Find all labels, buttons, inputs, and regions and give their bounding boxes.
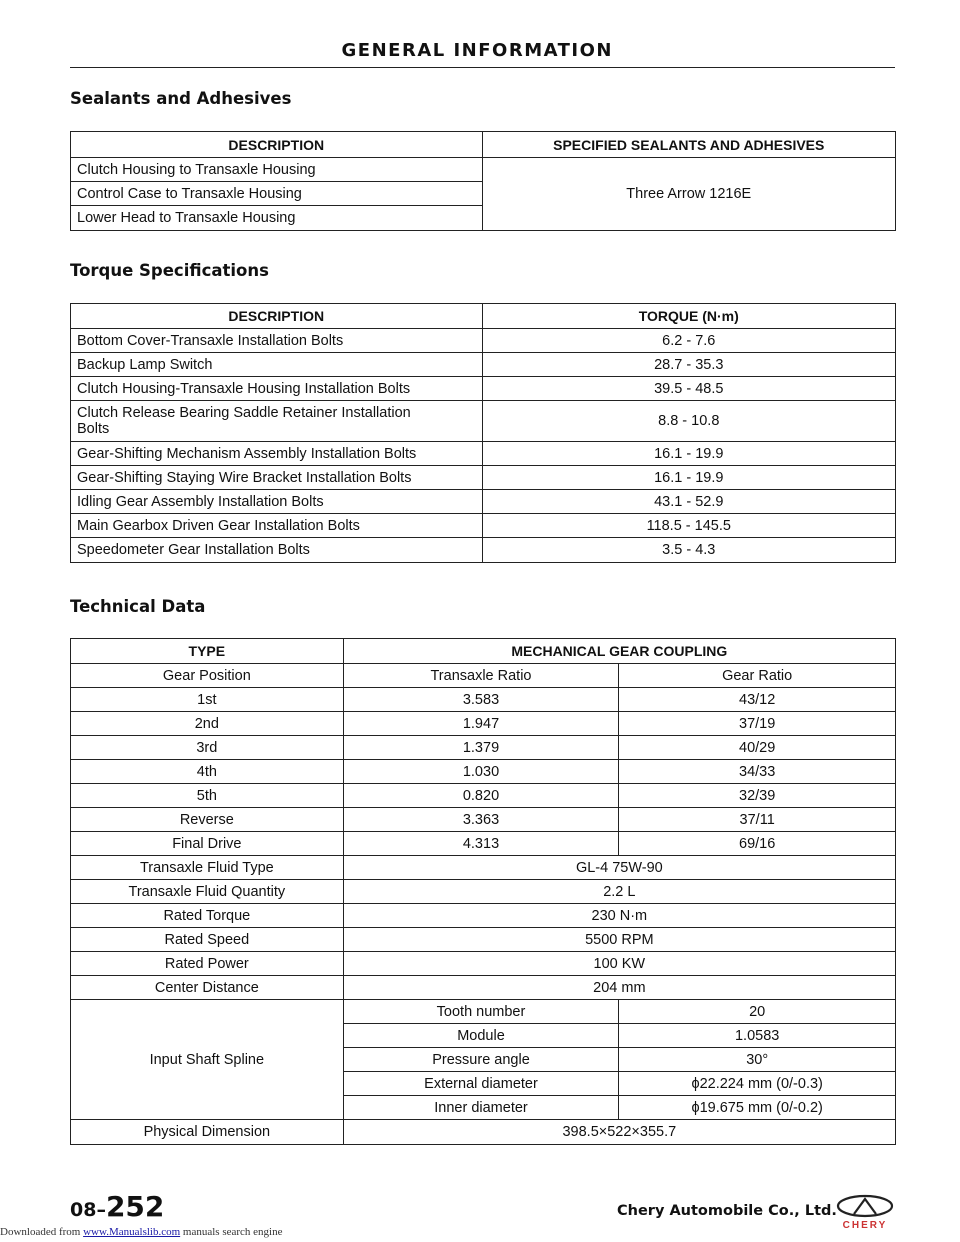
column-header: TORQUE (N·m) bbox=[482, 304, 895, 329]
table-row bbox=[71, 760, 896, 784]
spline-param-value: 30° bbox=[619, 1048, 896, 1072]
table-row bbox=[71, 952, 896, 976]
transaxle-ratio: 0.820 bbox=[343, 784, 619, 808]
table-row bbox=[71, 736, 896, 760]
sealant-description: Clutch Housing to Transaxle Housing bbox=[71, 158, 483, 182]
spec-label: Transaxle Fluid Type bbox=[71, 856, 344, 880]
gear-ratio: 37/19 bbox=[619, 712, 896, 736]
spec-label: Transaxle Fluid Quantity bbox=[71, 880, 344, 904]
sealants-table bbox=[70, 131, 896, 231]
transaxle-ratio: 1.947 bbox=[343, 712, 619, 736]
table-row bbox=[71, 514, 896, 538]
gear-position: 1st bbox=[71, 688, 344, 712]
spline-param-name: Pressure angle bbox=[343, 1048, 619, 1072]
torque-section-title: Torque Specifications bbox=[70, 261, 269, 280]
spec-label: Rated Torque bbox=[71, 904, 344, 928]
download-watermark bbox=[0, 1226, 282, 1238]
column-header: DESCRIPTION bbox=[71, 132, 483, 158]
column-header: SPECIFIED SEALANTS AND ADHESIVES bbox=[482, 132, 896, 158]
subheader-cell: Transaxle Ratio bbox=[343, 664, 619, 688]
spec-value: 204 mm bbox=[343, 976, 895, 1000]
table-header-row bbox=[71, 132, 896, 158]
sealant-description: Control Case to Transaxle Housing bbox=[71, 182, 483, 206]
torque-value: 28.7 - 35.3 bbox=[482, 353, 895, 377]
page-header bbox=[70, 38, 895, 68]
gear-ratio: 40/29 bbox=[619, 736, 896, 760]
spec-value: 100 KW bbox=[343, 952, 895, 976]
torque-value: 118.5 - 145.5 bbox=[482, 514, 895, 538]
table-row bbox=[71, 377, 896, 401]
watermark-prefix: Downloaded from bbox=[0, 1226, 84, 1238]
table-row bbox=[71, 466, 896, 490]
manualslib-link[interactable]: www.Manualslib.com bbox=[83, 1226, 181, 1238]
torque-description: Backup Lamp Switch bbox=[71, 353, 483, 377]
spline-label: Input Shaft Spline bbox=[71, 1000, 344, 1120]
column-header: DESCRIPTION bbox=[71, 304, 483, 329]
page-number-prefix: 08– bbox=[70, 1199, 106, 1221]
chery-logo-icon bbox=[834, 1194, 896, 1230]
table-row bbox=[71, 490, 896, 514]
table-header-row bbox=[71, 304, 896, 329]
table-header-row bbox=[71, 639, 896, 664]
transaxle-ratio: 3.583 bbox=[343, 688, 619, 712]
torque-value: 43.1 - 52.9 bbox=[482, 490, 895, 514]
spec-value: 230 N·m bbox=[343, 904, 895, 928]
subheader-cell: Gear Position bbox=[71, 664, 344, 688]
table-row bbox=[71, 401, 896, 442]
logo-wordmark: CHERY bbox=[842, 1220, 888, 1230]
torque-table bbox=[70, 303, 896, 563]
spec-value: 2.2 L bbox=[343, 880, 895, 904]
transaxle-ratio: 3.363 bbox=[343, 808, 619, 832]
table-row bbox=[71, 784, 896, 808]
table-row bbox=[71, 688, 896, 712]
table-row bbox=[71, 158, 896, 182]
table-row bbox=[71, 976, 896, 1000]
spline-param-value: 1.0583 bbox=[619, 1024, 896, 1048]
gear-ratio: 32/39 bbox=[619, 784, 896, 808]
table-subheader-row bbox=[71, 664, 896, 688]
table-row bbox=[71, 904, 896, 928]
torque-description-line: Bolts bbox=[77, 421, 110, 437]
table-row bbox=[71, 1120, 896, 1145]
table-row bbox=[71, 353, 896, 377]
torque-description bbox=[71, 401, 483, 442]
torque-value: 6.2 - 7.6 bbox=[482, 329, 895, 353]
spec-value: 5500 RPM bbox=[343, 928, 895, 952]
torque-value: 16.1 - 19.9 bbox=[482, 442, 895, 466]
torque-value: 3.5 - 4.3 bbox=[482, 538, 895, 563]
transaxle-ratio: 1.379 bbox=[343, 736, 619, 760]
torque-value: 8.8 - 10.8 bbox=[482, 401, 895, 442]
gear-ratio: 34/33 bbox=[619, 760, 896, 784]
torque-description: Speedometer Gear Installation Bolts bbox=[71, 538, 483, 563]
sealants-section-title: Sealants and Adhesives bbox=[70, 89, 292, 108]
table-row bbox=[71, 1000, 896, 1024]
transaxle-ratio: 1.030 bbox=[343, 760, 619, 784]
gear-ratio: 43/12 bbox=[619, 688, 896, 712]
company-name: Chery Automobile Co., Ltd. bbox=[617, 1203, 837, 1219]
column-header: TYPE bbox=[71, 639, 344, 664]
technical-section-title: Technical Data bbox=[70, 597, 206, 616]
spline-param-name: Tooth number bbox=[343, 1000, 619, 1024]
spline-param-value: ϕ22.224 mm (0/-0.3) bbox=[619, 1072, 896, 1096]
table-row bbox=[71, 712, 896, 736]
table-row bbox=[71, 442, 896, 466]
spline-param-name: Module bbox=[343, 1024, 619, 1048]
sealant-value: Three Arrow 1216E bbox=[482, 158, 896, 231]
gear-position: Final Drive bbox=[71, 832, 344, 856]
spline-param-value: ϕ19.675 mm (0/-0.2) bbox=[619, 1096, 896, 1120]
spec-label: Center Distance bbox=[71, 976, 344, 1000]
spec-label: Rated Speed bbox=[71, 928, 344, 952]
gear-position: 2nd bbox=[71, 712, 344, 736]
gear-position: 3rd bbox=[71, 736, 344, 760]
torque-value: 16.1 - 19.9 bbox=[482, 466, 895, 490]
spec-label: Physical Dimension bbox=[71, 1120, 344, 1145]
page-number-value: 252 bbox=[105, 1190, 165, 1223]
page-number bbox=[70, 1190, 164, 1223]
column-header: MECHANICAL GEAR COUPLING bbox=[343, 639, 895, 664]
subheader-cell: Gear Ratio bbox=[619, 664, 896, 688]
page-title: GENERAL INFORMATION bbox=[341, 40, 613, 61]
spec-value: 398.5×522×355.7 bbox=[343, 1120, 895, 1145]
table-row bbox=[71, 808, 896, 832]
spec-label: Rated Power bbox=[71, 952, 344, 976]
table-row bbox=[71, 832, 896, 856]
transaxle-ratio: 4.313 bbox=[343, 832, 619, 856]
table-row bbox=[71, 329, 896, 353]
torque-description: Gear-Shifting Mechanism Assembly Installation Bolts bbox=[71, 442, 483, 466]
technical-table bbox=[70, 638, 896, 1145]
torque-description: Clutch Housing-Transaxle Housing Installation Bolts bbox=[71, 377, 483, 401]
gear-ratio: 69/16 bbox=[619, 832, 896, 856]
torque-description-line: Clutch Release Bearing Saddle Retainer Installation bbox=[77, 405, 411, 421]
table-row bbox=[71, 856, 896, 880]
torque-description: Bottom Cover-Transaxle Installation Bolts bbox=[71, 329, 483, 353]
gear-ratio: 37/11 bbox=[619, 808, 896, 832]
spline-param-name: External diameter bbox=[343, 1072, 619, 1096]
sealant-description: Lower Head to Transaxle Housing bbox=[71, 206, 483, 231]
gear-position: 5th bbox=[71, 784, 344, 808]
spec-value: GL-4 75W-90 bbox=[343, 856, 895, 880]
watermark-suffix: manuals search engine bbox=[180, 1226, 283, 1238]
table-row bbox=[71, 928, 896, 952]
torque-description: Main Gearbox Driven Gear Installation Bolts bbox=[71, 514, 483, 538]
table-row bbox=[71, 880, 896, 904]
spline-param-name: Inner diameter bbox=[343, 1096, 619, 1120]
torque-description: Gear-Shifting Staying Wire Bracket Installation Bolts bbox=[71, 466, 483, 490]
torque-value: 39.5 - 48.5 bbox=[482, 377, 895, 401]
torque-description: Idling Gear Assembly Installation Bolts bbox=[71, 490, 483, 514]
table-row bbox=[71, 538, 896, 563]
spline-param-value: 20 bbox=[619, 1000, 896, 1024]
chery-logo bbox=[834, 1194, 896, 1230]
gear-position: Reverse bbox=[71, 808, 344, 832]
gear-position: 4th bbox=[71, 760, 344, 784]
